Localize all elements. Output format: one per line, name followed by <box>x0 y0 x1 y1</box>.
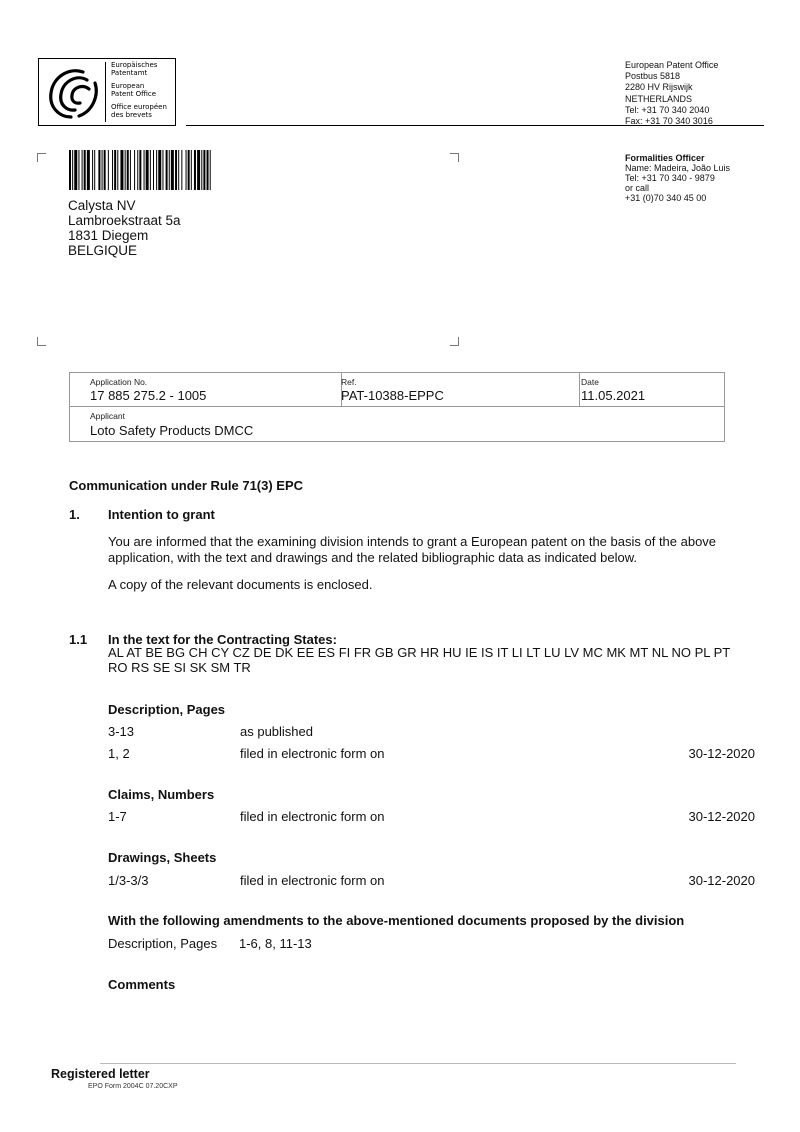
barcode-bar <box>171 150 174 190</box>
barcode-bar <box>127 150 129 190</box>
logo-line: Office européen <box>111 103 167 111</box>
barcode-bar <box>117 150 118 190</box>
barcode-bar <box>197 150 200 190</box>
recipient-address <box>68 198 181 258</box>
claims-heading: Claims, Numbers <box>108 787 215 802</box>
table-divider <box>70 406 724 407</box>
epo-logo-mark-icon <box>43 63 103 121</box>
barcode-bar <box>146 150 149 190</box>
claims-basis: filed in electronic form on <box>240 809 385 824</box>
barcode-icon <box>69 150 311 190</box>
barcode-bar <box>153 150 154 190</box>
barcode-bar <box>175 150 177 190</box>
corner-mark-top-left <box>37 153 46 162</box>
form-number: EPO Form 2004C 07.20CXP <box>88 1083 178 1090</box>
applicant-label: Applicant <box>90 411 125 421</box>
barcode-bar <box>150 150 151 190</box>
barcode-bar <box>156 150 157 190</box>
barcode-bar <box>72 150 73 190</box>
communication-title: Communication under Rule 71(3) EPC <box>69 478 304 493</box>
logo-line: European <box>111 82 145 90</box>
claims-date: 30-12-2020 <box>688 809 755 824</box>
barcode-bar <box>94 150 95 190</box>
barcode-bar <box>74 150 77 190</box>
address-line: 2280 HV Rijswijk <box>625 82 693 93</box>
drawings-heading: Drawings, Sheets <box>108 850 217 865</box>
barcode-bar <box>84 150 86 190</box>
officer-line: or call <box>625 183 650 193</box>
barcode-bar <box>114 150 116 190</box>
ref-value: PAT-10388-EPPC <box>341 388 444 403</box>
office-address <box>625 60 718 127</box>
address-line: European Patent Office <box>625 60 719 70</box>
address-line: Postbus 5818 <box>625 71 681 82</box>
states-line: RO RS SE SI SK SM TR <box>108 659 251 675</box>
logo-text-en <box>111 83 156 98</box>
barcode-bar <box>144 150 145 190</box>
description-basis: as published <box>240 724 313 739</box>
barcode-bar <box>169 150 170 190</box>
logo-text-de <box>111 62 157 77</box>
section-number: 1.1 <box>69 632 88 647</box>
section-number: 1. <box>69 507 80 522</box>
barcode-bar <box>201 150 202 190</box>
amendments-label: Description, Pages <box>108 936 218 951</box>
address-line: Fax: +31 70 340 3016 <box>625 116 713 127</box>
date-value: 11.05.2021 <box>581 388 646 403</box>
barcode-bar <box>158 150 161 190</box>
description-pages: 3-13 <box>108 724 135 739</box>
recipient-line: BELGIQUE <box>68 243 138 258</box>
enclosure-paragraph: A copy of the relevant documents is enclosed. <box>108 577 373 592</box>
barcode-bar <box>162 150 163 190</box>
description-basis: filed in electronic form on <box>240 746 385 761</box>
logo-line: Patent Office <box>111 89 157 98</box>
corner-mark-bottom-left <box>37 337 46 346</box>
description-pages: 1, 2 <box>108 746 130 761</box>
registered-letter: Registered letter <box>51 1067 150 1081</box>
barcode-bar <box>98 150 100 190</box>
barcode-bar <box>178 150 179 190</box>
date-label: Date <box>581 377 599 387</box>
recipient-line: Lambroekstraat 5a <box>68 213 181 228</box>
barcode-bar <box>191 150 192 190</box>
amendments-value: 1-6, 8, 11-13 <box>239 936 312 951</box>
barcode-bar <box>137 150 138 190</box>
barcode-bar <box>194 150 196 190</box>
reference-table <box>69 372 725 442</box>
recipient-line: Calysta NV <box>68 198 136 213</box>
description-heading: Description, Pages <box>108 702 226 717</box>
barcode-bar <box>139 150 141 190</box>
officer-line: Name: Madeira, João Luis <box>625 163 731 173</box>
address-line: Tel: +31 70 340 2040 <box>625 104 710 115</box>
barcode-bar <box>69 150 71 190</box>
barcode-bar <box>92 150 93 190</box>
drawings-date: 30-12-2020 <box>688 873 755 888</box>
states-line: AL AT BE BG CH CY CZ DE DK EE ES FI FR GB GR HR HU IE IS IT LI LT LU LV MC MK MT NL NO PL PT <box>108 645 731 660</box>
barcode-bar <box>203 150 205 190</box>
drawings-sheets: 1/3-3/3 <box>108 873 149 888</box>
contracting-states <box>108 646 768 675</box>
logo-text-fr <box>111 104 167 119</box>
section-title: In the text for the Contracting States: <box>108 632 337 647</box>
barcode-bar <box>188 150 190 190</box>
recipient-line: 1831 Diegem <box>68 228 149 243</box>
logo-line: Patentamt <box>111 68 148 77</box>
barcode-bar <box>186 150 187 190</box>
barcode-bar <box>181 150 182 190</box>
barcode-bar <box>112 150 113 190</box>
officer-line: +31 (0)70 340 45 00 <box>625 193 707 203</box>
intention-paragraph: You are informed that the examining division intends to grant a European patent on the basis of the above application, with the text and drawings and the related bibliographic data as indicated below. <box>108 534 717 565</box>
comments-heading: Comments <box>108 977 176 992</box>
barcode-bar <box>166 150 168 190</box>
logo-line: des brevets <box>111 110 152 119</box>
address-line: NETHERLANDS <box>625 93 693 104</box>
claims-numbers: 1-7 <box>108 809 127 824</box>
barcode-bar <box>125 150 126 190</box>
barcode-bar <box>82 150 83 190</box>
table-divider <box>579 373 580 406</box>
logo-line: Europäisches <box>111 61 158 69</box>
barcode-bar <box>130 150 131 190</box>
formalities-officer <box>625 153 730 203</box>
barcode-bar <box>108 150 109 190</box>
officer-line: Tel: +31 70 340 - 9879 <box>625 173 715 183</box>
amendments-heading: With the following amendments to the above-mentioned documents proposed by the division <box>108 913 685 928</box>
section-title: Intention to grant <box>108 507 215 522</box>
barcode-bar <box>120 150 123 190</box>
corner-mark-bottom-right <box>450 337 459 346</box>
drawings-basis: filed in electronic form on <box>240 873 385 888</box>
epo-logo <box>38 58 176 126</box>
barcode-bar <box>134 150 135 190</box>
application-no-label: Application No. <box>90 377 148 387</box>
officer-label: Formalities Officer <box>625 153 705 163</box>
footer-rule <box>100 1063 736 1064</box>
description-date: 30-12-2020 <box>688 746 755 761</box>
applicant-value: Loto Safety Products DMCC <box>90 423 254 438</box>
barcode-bar <box>210 150 211 190</box>
barcode-bar <box>104 150 106 190</box>
barcode-bar <box>102 150 103 190</box>
corner-mark-top-right <box>450 153 459 162</box>
ref-label: Ref. <box>341 377 357 387</box>
logo-divider <box>105 62 106 122</box>
application-no-value: 17 885 275.2 - 1005 <box>90 388 207 403</box>
barcode-bar <box>87 150 90 190</box>
barcode-bar <box>78 150 79 190</box>
barcode-bar <box>207 150 209 190</box>
